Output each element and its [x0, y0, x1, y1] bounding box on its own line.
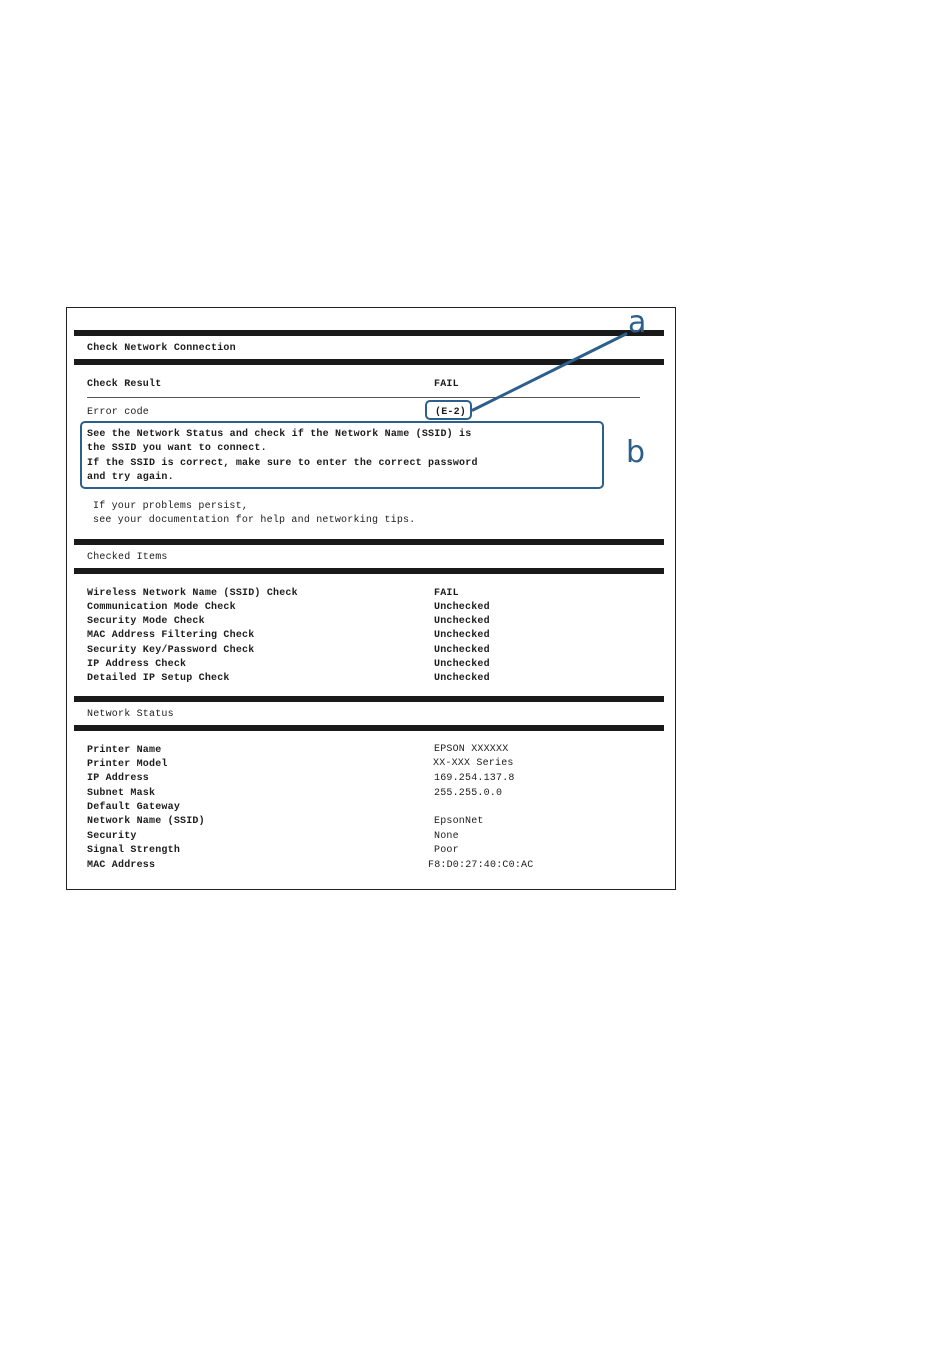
status-value: 169.254.137.8: [434, 773, 515, 784]
callout-b-letter: b: [626, 435, 646, 470]
network-status-heading: Network Status: [87, 709, 174, 720]
checked-item-value: FAIL: [434, 588, 459, 599]
message-line: See the Network Status and check if the Network Name (SSID) is: [87, 429, 472, 440]
persist-line: see your documentation for help and networking tips.: [93, 515, 416, 526]
checked-item-value: Unchecked: [434, 616, 490, 627]
status-value: XX-XXX Series: [433, 758, 514, 769]
message-line: If the SSID is correct, make sure to enter the correct password: [87, 458, 478, 469]
status-value: Poor: [434, 845, 459, 856]
status-label: IP Address: [87, 773, 150, 784]
checked-item-label: Detailed IP Setup Check: [87, 673, 230, 684]
checked-item-label: Security Key/Password Check: [87, 645, 255, 656]
checked-items-heading: Checked Items: [87, 552, 168, 563]
status-label: Default Gateway: [87, 802, 181, 813]
status-label: Security: [87, 831, 137, 842]
report-title: Check Network Connection: [87, 343, 236, 354]
status-label: Printer Name: [87, 745, 162, 756]
status-label: Signal Strength: [87, 845, 181, 856]
checked-item-label: Communication Mode Check: [87, 602, 236, 613]
checked-item-value: Unchecked: [434, 673, 490, 684]
error-code-value: (E-2): [435, 407, 467, 418]
status-label: MAC Address: [87, 860, 156, 871]
status-label: Subnet Mask: [87, 788, 156, 799]
checked-item-value: Unchecked: [434, 645, 490, 656]
checked-item-value: Unchecked: [434, 630, 490, 641]
status-value: EPSON XXXXXX: [434, 744, 509, 755]
status-value: None: [434, 831, 459, 842]
status-value: EpsonNet: [434, 816, 484, 827]
checked-item-label: Security Mode Check: [87, 616, 205, 627]
check-result-label: Check Result: [87, 379, 162, 390]
persist-line: If your problems persist,: [93, 501, 249, 512]
status-label: Printer Model: [87, 759, 168, 770]
message-line: and try again.: [87, 472, 174, 483]
checked-item-label: Wireless Network Name (SSID) Check: [87, 588, 298, 599]
check-result-value: FAIL: [434, 379, 459, 390]
error-code-label: Error code: [87, 407, 150, 418]
message-line: the SSID you want to connect.: [87, 443, 267, 454]
checked-item-value: Unchecked: [434, 659, 490, 670]
checked-item-value: Unchecked: [434, 602, 490, 613]
checked-item-label: MAC Address Filtering Check: [87, 630, 255, 641]
status-value: F8:D0:27:40:C0:AC: [428, 860, 534, 871]
status-label: Network Name (SSID): [87, 816, 205, 827]
checked-item-label: IP Address Check: [87, 659, 187, 670]
status-value: 255.255.0.0: [434, 788, 503, 799]
callout-a-letter: a: [628, 305, 647, 340]
